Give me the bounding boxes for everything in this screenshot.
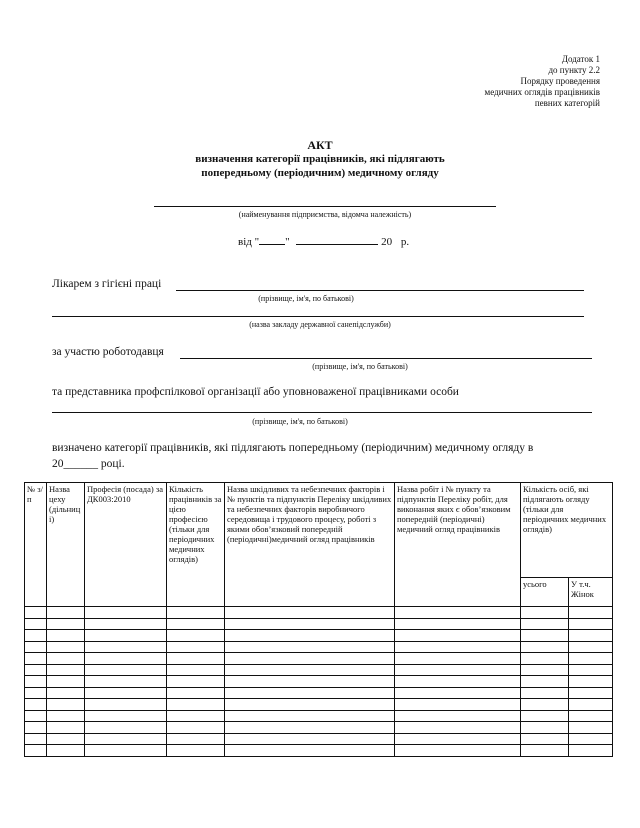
table-cell[interactable]: [225, 653, 395, 665]
date-suffix: р.: [400, 236, 410, 248]
annex-line: Додаток 1: [561, 54, 600, 64]
table-cell[interactable]: [521, 664, 569, 676]
table-cell[interactable]: [47, 653, 85, 665]
annex-line: медичних оглядів працівників: [484, 87, 600, 97]
table-row: [25, 653, 613, 665]
table-cell[interactable]: [85, 630, 167, 642]
enterprise-caption: (найменування підприємства, відомча належність): [238, 210, 412, 219]
table-cell[interactable]: [85, 710, 167, 722]
col-header-works: Назва робіт і № пункту та підпунктів Переліку робіт, для виконання яких є обов’язковим попередній (періодичні) медичний огляд працівників: [395, 483, 521, 607]
representative-label: та представника профспілкової організації або уповноваженої працівниками особи: [52, 386, 459, 398]
table-cell[interactable]: [521, 607, 569, 619]
table-row: [25, 641, 613, 653]
table-cell[interactable]: [521, 641, 569, 653]
table-cell[interactable]: [85, 687, 167, 699]
table-cell[interactable]: [521, 710, 569, 722]
table-cell[interactable]: [47, 618, 85, 630]
doctor-label: Лікарем з гігієні праці: [52, 278, 162, 290]
table-cell[interactable]: [569, 699, 613, 711]
table-cell[interactable]: [167, 664, 225, 676]
table-cell[interactable]: [521, 745, 569, 757]
date-mid: ": [285, 236, 290, 248]
table-cell[interactable]: [25, 630, 47, 642]
col-header-persons: Кількість осіб, які підлягають огляду (тільки для періодичних медичних оглядів): [521, 483, 613, 578]
table-cell[interactable]: [569, 722, 613, 734]
table-cell[interactable]: [395, 641, 521, 653]
table-cell[interactable]: [25, 618, 47, 630]
table-cell[interactable]: [395, 710, 521, 722]
document-subtitle: попередньому (періодичним) медичному огляду: [201, 167, 439, 179]
table-cell[interactable]: [47, 664, 85, 676]
table-cell[interactable]: [25, 653, 47, 665]
table-cell[interactable]: [521, 722, 569, 734]
table-cell[interactable]: [395, 607, 521, 619]
table-row: [25, 664, 613, 676]
table-cell[interactable]: [521, 699, 569, 711]
statement-year: 20______ році.: [52, 458, 125, 470]
table-cell[interactable]: [167, 699, 225, 711]
col-header-total: усього: [521, 578, 569, 607]
table-row: [25, 722, 613, 734]
table-cell[interactable]: [167, 733, 225, 745]
table-cell[interactable]: [47, 630, 85, 642]
table-cell[interactable]: [521, 687, 569, 699]
table-cell[interactable]: [25, 745, 47, 757]
representative-field-line[interactable]: [52, 412, 592, 413]
table-cell[interactable]: [167, 618, 225, 630]
table-cell[interactable]: [47, 676, 85, 688]
table-cell[interactable]: [85, 653, 167, 665]
table-cell[interactable]: [85, 733, 167, 745]
enterprise-field-line[interactable]: [154, 206, 496, 207]
table-cell[interactable]: [25, 676, 47, 688]
table-cell[interactable]: [225, 733, 395, 745]
table-row: [25, 676, 613, 688]
table-cell[interactable]: [25, 699, 47, 711]
representative-caption: (прізвище, ім'я, по батькові): [252, 417, 348, 426]
table-cell[interactable]: [47, 710, 85, 722]
table-cell[interactable]: [395, 745, 521, 757]
table-cell[interactable]: [167, 641, 225, 653]
table-cell[interactable]: [25, 722, 47, 734]
table-cell[interactable]: [521, 618, 569, 630]
table-row: [25, 618, 613, 630]
table-cell[interactable]: [569, 733, 613, 745]
table-cell[interactable]: [167, 607, 225, 619]
table-cell[interactable]: [225, 687, 395, 699]
table-cell[interactable]: [47, 745, 85, 757]
table-cell[interactable]: [25, 687, 47, 699]
statement-line: визначено категорії працівників, які підлягають попередньому (періодичним) медичному огляду в: [52, 442, 534, 454]
table-cell[interactable]: [47, 641, 85, 653]
table-cell[interactable]: [85, 641, 167, 653]
table-cell[interactable]: [25, 607, 47, 619]
table-cell[interactable]: [225, 641, 395, 653]
institution-field-line[interactable]: [52, 316, 584, 317]
employer-caption: (прізвище, ім'я, по батькові): [312, 362, 408, 371]
table-row: [25, 733, 613, 745]
table-cell[interactable]: [395, 733, 521, 745]
table-cell[interactable]: [85, 699, 167, 711]
table-cell[interactable]: [85, 722, 167, 734]
date-month-blank[interactable]: [296, 244, 378, 245]
table-cell[interactable]: [167, 710, 225, 722]
doctor-field-line[interactable]: [176, 290, 584, 291]
institution-caption: (назва закладу державної санепідслужби): [249, 320, 391, 329]
table-cell[interactable]: [569, 687, 613, 699]
date-year-prefix: 20: [381, 236, 393, 248]
table-cell[interactable]: [47, 722, 85, 734]
table-row: [25, 630, 613, 642]
col-header-shop: Назва цеху (дільниці): [47, 483, 85, 607]
table-cell[interactable]: [225, 676, 395, 688]
table-cell[interactable]: [225, 699, 395, 711]
table-cell[interactable]: [395, 699, 521, 711]
annex-header: [380, 54, 600, 109]
table-cell[interactable]: [395, 653, 521, 665]
annex-line: до пункту 2.2: [548, 65, 600, 75]
table-cell[interactable]: [569, 710, 613, 722]
table-cell[interactable]: [569, 745, 613, 757]
date-prefix: від ": [238, 236, 260, 248]
col-header-factors: Назва шкідливих та небезпечних факторів і № пунктів та підпунктів Переліку шкідливих та небезпечних факторів виробничого середовища і трудового процесу, роботі з якими обов’язковий попередній (періодичні)медичний огляд працівників: [225, 483, 395, 607]
workers-category-table: [24, 482, 613, 757]
table-cell[interactable]: [167, 676, 225, 688]
table-cell[interactable]: [395, 630, 521, 642]
table-cell[interactable]: [569, 630, 613, 642]
date-day-blank[interactable]: [259, 244, 285, 245]
table-cell[interactable]: [225, 745, 395, 757]
table-cell[interactable]: [167, 653, 225, 665]
table-row: [25, 745, 613, 757]
table-cell[interactable]: [167, 687, 225, 699]
table-cell[interactable]: [521, 630, 569, 642]
table-row: [25, 687, 613, 699]
table-cell[interactable]: [25, 641, 47, 653]
table-cell[interactable]: [25, 733, 47, 745]
table-cell[interactable]: [47, 687, 85, 699]
table-row: [25, 699, 613, 711]
table-cell[interactable]: [47, 607, 85, 619]
table-cell[interactable]: [85, 618, 167, 630]
table-cell[interactable]: [569, 607, 613, 619]
table-cell[interactable]: [569, 664, 613, 676]
table-cell[interactable]: [395, 676, 521, 688]
col-header-women: У т.ч. Жінок: [569, 578, 613, 607]
table-cell[interactable]: [521, 676, 569, 688]
annex-line: Порядку проведення: [520, 76, 600, 86]
table-cell[interactable]: [521, 653, 569, 665]
table-cell[interactable]: [47, 733, 85, 745]
table-cell[interactable]: [225, 618, 395, 630]
annex-line: певних категорій: [534, 98, 600, 108]
table-cell[interactable]: [47, 699, 85, 711]
col-header-number: № з/п: [25, 483, 47, 607]
table-cell[interactable]: [395, 687, 521, 699]
table-cell[interactable]: [521, 733, 569, 745]
table-cell[interactable]: [25, 710, 47, 722]
table-cell[interactable]: [167, 630, 225, 642]
table-cell[interactable]: [569, 653, 613, 665]
table-cell[interactable]: [85, 676, 167, 688]
document-title: АКТ: [307, 138, 333, 152]
table-cell[interactable]: [225, 630, 395, 642]
table-cell[interactable]: [85, 607, 167, 619]
table-row: [25, 710, 613, 722]
table-cell[interactable]: [395, 664, 521, 676]
doctor-caption: (прізвище, ім'я, по батькові): [258, 294, 354, 303]
table-cell[interactable]: [225, 722, 395, 734]
col-header-count: Кількість працівників за цією професією (тільки для періодичних медичних оглядів): [167, 483, 225, 607]
table-cell[interactable]: [569, 641, 613, 653]
table-cell[interactable]: [225, 664, 395, 676]
table-cell[interactable]: [225, 607, 395, 619]
employer-label: за участю роботодавця: [52, 346, 164, 358]
table-cell[interactable]: [395, 618, 521, 630]
table-cell[interactable]: [25, 664, 47, 676]
table-cell[interactable]: [225, 710, 395, 722]
table-cell[interactable]: [85, 745, 167, 757]
table-cell[interactable]: [85, 664, 167, 676]
employer-field-line[interactable]: [180, 358, 592, 359]
table-cell[interactable]: [167, 745, 225, 757]
col-header-profession: Професія (посада) за ДК003:2010: [85, 483, 167, 607]
table-cell[interactable]: [569, 618, 613, 630]
date-line: [238, 236, 409, 248]
table-cell[interactable]: [395, 722, 521, 734]
table-cell[interactable]: [569, 676, 613, 688]
document-subtitle: визначення категорії працівників, які підлягають: [195, 153, 445, 165]
table-row: [25, 607, 613, 619]
table-cell[interactable]: [167, 722, 225, 734]
